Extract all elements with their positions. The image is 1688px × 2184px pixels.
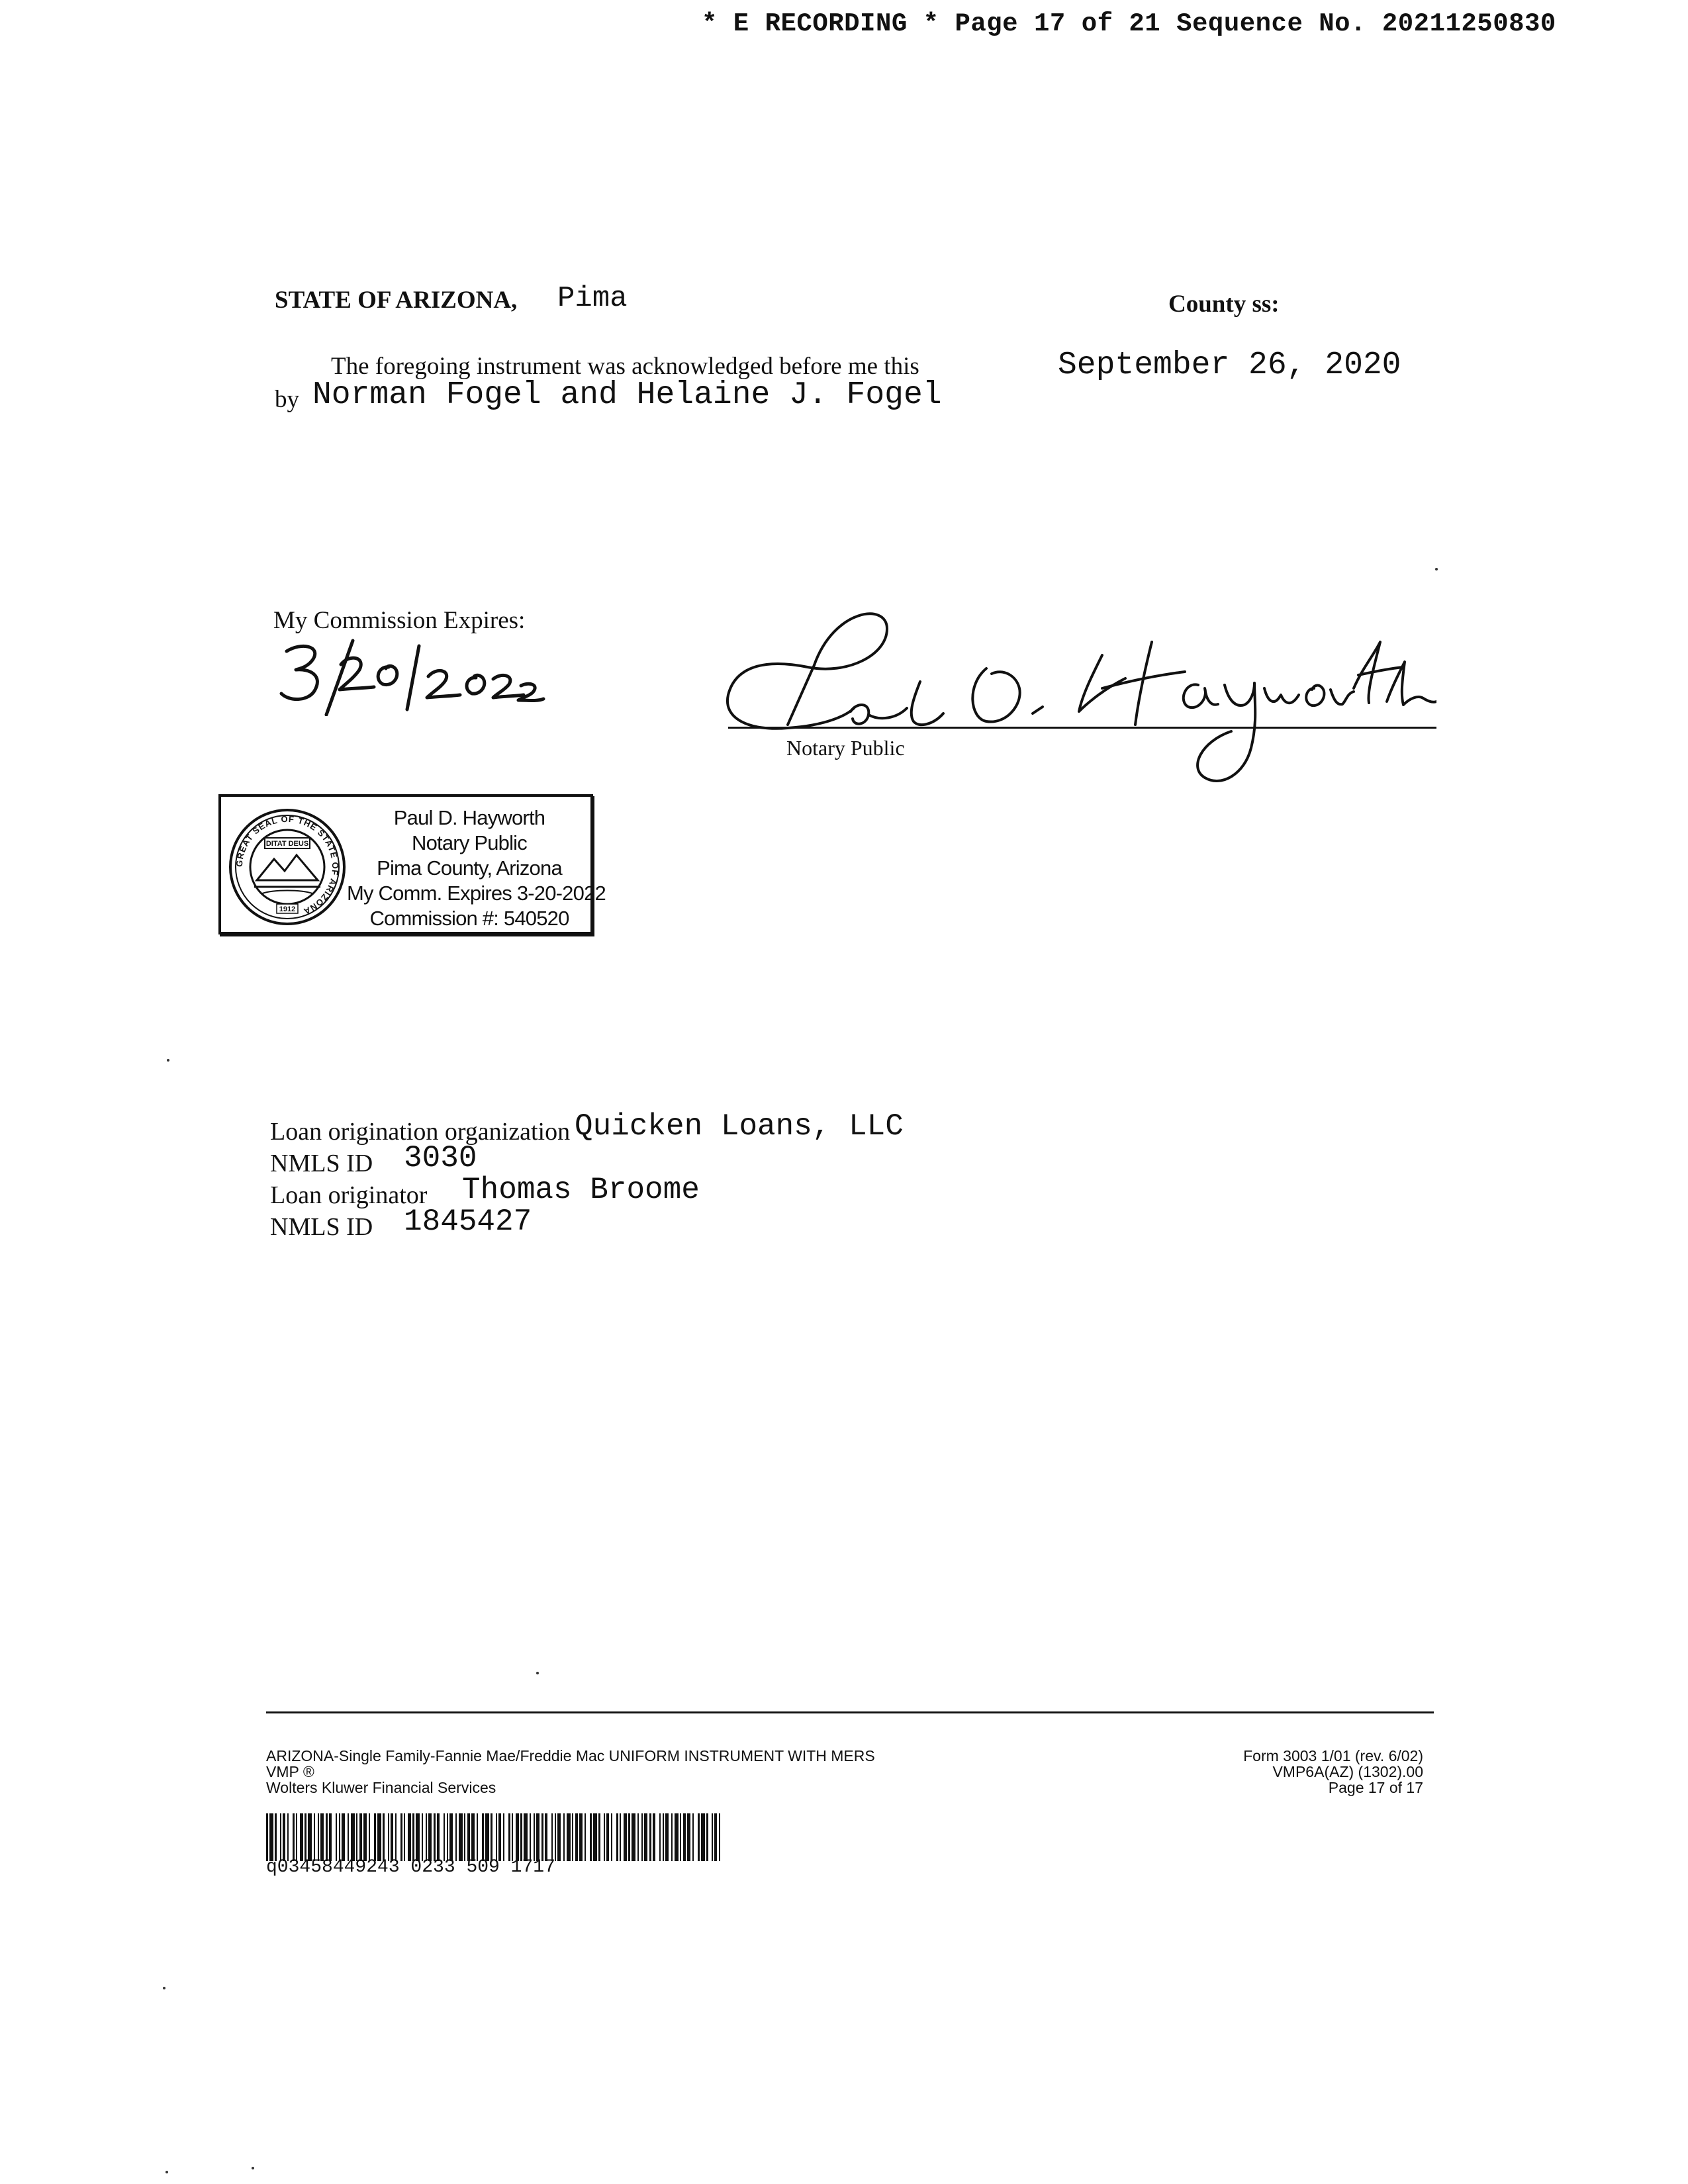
stamp-commission-number: Commission #: 540520 bbox=[369, 907, 569, 930]
footer-rule bbox=[266, 1711, 1434, 1713]
footer-form-code: VMP6A(AZ) (1302).00 bbox=[1272, 1763, 1423, 1780]
footer-form: Form 3003 1/01 (rev. 6/02) bbox=[1243, 1747, 1423, 1764]
signers-names: Norman Fogel and Helaine J. Fogel bbox=[312, 377, 942, 413]
org-nmls-label: NMLS ID bbox=[270, 1150, 373, 1177]
barcode-bar bbox=[359, 1813, 362, 1861]
barcode-bar bbox=[464, 1813, 465, 1861]
barcode-bar bbox=[712, 1813, 713, 1861]
barcode-bar bbox=[598, 1813, 600, 1861]
barcode-bar bbox=[604, 1813, 605, 1861]
barcode-bar bbox=[326, 1813, 328, 1861]
barcode-bar bbox=[300, 1813, 303, 1861]
barcode-bar bbox=[374, 1813, 376, 1861]
acknowledgment-text: The foregoing instrument was acknowledged before me this bbox=[331, 353, 919, 380]
barcode-bar bbox=[593, 1813, 597, 1861]
barcode-bar bbox=[395, 1813, 397, 1861]
barcode-bar bbox=[320, 1813, 324, 1861]
barcode-bar bbox=[269, 1813, 273, 1861]
commission-expires-label: My Commission Expires: bbox=[273, 607, 526, 634]
barcode-bar bbox=[305, 1813, 306, 1861]
barcode-bar bbox=[579, 1813, 583, 1861]
barcode-bar bbox=[498, 1813, 501, 1861]
barcode-bar bbox=[477, 1813, 478, 1861]
barcode-bar bbox=[428, 1813, 432, 1861]
loan-org-value: Quicken Loans, LLC bbox=[575, 1109, 904, 1144]
notary-signature bbox=[722, 589, 1436, 801]
barcode-bar bbox=[530, 1813, 531, 1861]
barcode-bar bbox=[342, 1813, 345, 1861]
barcode-bar bbox=[369, 1813, 370, 1861]
county-value: Pima bbox=[557, 282, 628, 315]
barcode-bar bbox=[437, 1813, 440, 1861]
barcode-bar bbox=[524, 1813, 528, 1861]
barcode-bar bbox=[606, 1813, 609, 1861]
barcode-bar bbox=[383, 1813, 385, 1861]
originator-nmls-value: 1845427 bbox=[404, 1205, 532, 1239]
barcode-bar bbox=[536, 1813, 539, 1861]
acknowledgment-date: September 26, 2020 bbox=[1058, 347, 1401, 383]
barcode-bar bbox=[555, 1813, 556, 1861]
barcode-bar bbox=[585, 1813, 586, 1861]
barcode-bar bbox=[485, 1813, 489, 1861]
footer-vmp: VMP ® bbox=[266, 1763, 314, 1780]
by-label: by bbox=[275, 386, 299, 413]
barcode-bar bbox=[287, 1813, 289, 1861]
barcode-bar bbox=[416, 1813, 420, 1861]
barcode-bar bbox=[412, 1813, 414, 1861]
scan-speck bbox=[1435, 568, 1438, 570]
barcode-bar bbox=[400, 1813, 402, 1861]
barcode-bar bbox=[572, 1813, 573, 1861]
barcode-bar bbox=[719, 1813, 720, 1861]
signature-line bbox=[728, 727, 1436, 729]
scan-speck bbox=[536, 1672, 539, 1674]
barcode-bar bbox=[675, 1813, 679, 1861]
barcode-icon bbox=[266, 1813, 723, 1861]
barcode-bar bbox=[653, 1813, 655, 1861]
barcode-bar bbox=[408, 1813, 411, 1861]
barcode-bar bbox=[557, 1813, 561, 1861]
barcode-bar bbox=[508, 1813, 510, 1861]
barcode-bar bbox=[422, 1813, 423, 1861]
scan-speck bbox=[252, 2167, 254, 2169]
barcode-bar bbox=[351, 1813, 355, 1861]
loan-originator-value: Thomas Broome bbox=[462, 1173, 700, 1207]
barcode-bar bbox=[336, 1813, 337, 1861]
barcode-bar bbox=[551, 1813, 553, 1861]
stamp-notary-title: Notary Public bbox=[412, 831, 527, 854]
barcode-bar bbox=[628, 1813, 630, 1861]
barcode-bar bbox=[683, 1813, 686, 1861]
barcode-bar bbox=[534, 1813, 535, 1861]
seal-year: 1912 bbox=[279, 905, 296, 913]
barcode-bar bbox=[318, 1813, 319, 1861]
barcode-bar bbox=[275, 1813, 277, 1861]
stamp-expiration: My Comm. Expires 3-20-2022 bbox=[347, 882, 606, 905]
barcode-bar bbox=[503, 1813, 504, 1861]
barcode-bar bbox=[471, 1813, 475, 1861]
loan-org-label: Loan origination organization bbox=[270, 1118, 571, 1146]
barcode-bar bbox=[459, 1813, 463, 1861]
barcode-bar bbox=[714, 1813, 717, 1861]
scan-speck bbox=[163, 1987, 165, 1989]
footer-publisher: Wolters Kluwer Financial Services bbox=[266, 1779, 496, 1796]
barcode-bar bbox=[680, 1813, 681, 1861]
footer-instrument: ARIZONA-Single Family-Fannie Mae/Freddie Mac UNIFORM INSTRUMENT WITH MERS bbox=[266, 1747, 875, 1764]
barcode-bar bbox=[692, 1813, 694, 1861]
barcode-bar bbox=[314, 1813, 315, 1861]
barcode-bar bbox=[434, 1813, 436, 1861]
barcode-bar bbox=[404, 1813, 405, 1861]
barcode-bar bbox=[296, 1813, 297, 1861]
stamp-county: Pima County, Arizona bbox=[377, 856, 562, 880]
barcode-bar bbox=[447, 1813, 448, 1861]
barcode-bar bbox=[698, 1813, 700, 1861]
barcode-bar bbox=[701, 1813, 705, 1861]
notary-stamp bbox=[218, 794, 606, 934]
loan-originator-label: Loan originator bbox=[270, 1181, 428, 1209]
barcode-bar bbox=[541, 1813, 543, 1861]
barcode-bar bbox=[545, 1813, 547, 1861]
barcode-bar bbox=[616, 1813, 618, 1861]
barcode-bar bbox=[339, 1813, 340, 1861]
barcode-bar bbox=[491, 1813, 492, 1861]
barcode-bar bbox=[649, 1813, 651, 1861]
barcode-bar bbox=[687, 1813, 690, 1861]
barcode-bar bbox=[512, 1813, 513, 1861]
barcode-bar bbox=[563, 1813, 565, 1861]
barcode-bar bbox=[293, 1813, 295, 1861]
barcode-bar bbox=[280, 1813, 281, 1861]
barcode-bar bbox=[516, 1813, 519, 1861]
scan-speck bbox=[167, 1059, 169, 1062]
barcode-bar bbox=[620, 1813, 621, 1861]
barcode-bar bbox=[575, 1813, 578, 1861]
barcode-bar bbox=[455, 1813, 457, 1861]
barcode-bar bbox=[644, 1813, 647, 1861]
barcode-bar bbox=[426, 1813, 427, 1861]
barcode-bar bbox=[377, 1813, 381, 1861]
barcode-bar bbox=[467, 1813, 470, 1861]
barcode-bar bbox=[482, 1813, 484, 1861]
barcode-bar bbox=[449, 1813, 453, 1861]
scan-speck bbox=[165, 2171, 168, 2173]
barcode-bar bbox=[266, 1813, 268, 1861]
notary-public-caption: Notary Public bbox=[786, 736, 905, 760]
barcode-bar bbox=[632, 1813, 635, 1861]
barcode-bar bbox=[671, 1813, 673, 1861]
barcode-bar bbox=[283, 1813, 285, 1861]
barcode-bar bbox=[624, 1813, 627, 1861]
barcode-bar bbox=[567, 1813, 571, 1861]
barcode-bar bbox=[496, 1813, 497, 1861]
county-label: County ss: bbox=[1168, 291, 1280, 318]
barcode-bar bbox=[444, 1813, 445, 1861]
barcode-bar bbox=[391, 1813, 393, 1861]
barcode-bar bbox=[590, 1813, 592, 1861]
originator-nmls-label: NMLS ID bbox=[270, 1213, 373, 1241]
barcode-bar bbox=[665, 1813, 669, 1861]
barcode-bar bbox=[641, 1813, 643, 1861]
recording-header: * E RECORDING * Page 17 of 21 Sequence No. 20211250830 bbox=[702, 9, 1556, 38]
barcode-bar bbox=[308, 1813, 312, 1861]
barcode-bar bbox=[329, 1813, 332, 1861]
footer-page: Page 17 of 17 bbox=[1328, 1779, 1423, 1796]
barcode-bar bbox=[348, 1813, 349, 1861]
barcode-number: q03458449243 0233 509 1717 bbox=[266, 1857, 555, 1878]
barcode-bar bbox=[520, 1813, 522, 1861]
seal-text: GREAT SEAL OF THE STATE OF ARIZONA bbox=[234, 813, 341, 917]
barcode-bar bbox=[388, 1813, 389, 1861]
barcode-bar bbox=[363, 1813, 367, 1861]
barcode-bar bbox=[356, 1813, 357, 1861]
barcode-bar bbox=[637, 1813, 639, 1861]
stamp-notary-name: Paul D. Hayworth bbox=[393, 806, 545, 829]
barcode-bar bbox=[706, 1813, 708, 1861]
handwritten-commission-date bbox=[275, 637, 546, 716]
seal-motto: DITAT DEUS bbox=[265, 840, 309, 848]
barcode-bar bbox=[659, 1813, 661, 1861]
arizona-state-seal-icon bbox=[228, 807, 347, 927]
barcode-bar bbox=[611, 1813, 612, 1861]
org-nmls-value: 3030 bbox=[404, 1141, 477, 1175]
barcode-bar bbox=[663, 1813, 664, 1861]
state-label: STATE OF ARIZONA, bbox=[275, 287, 518, 314]
